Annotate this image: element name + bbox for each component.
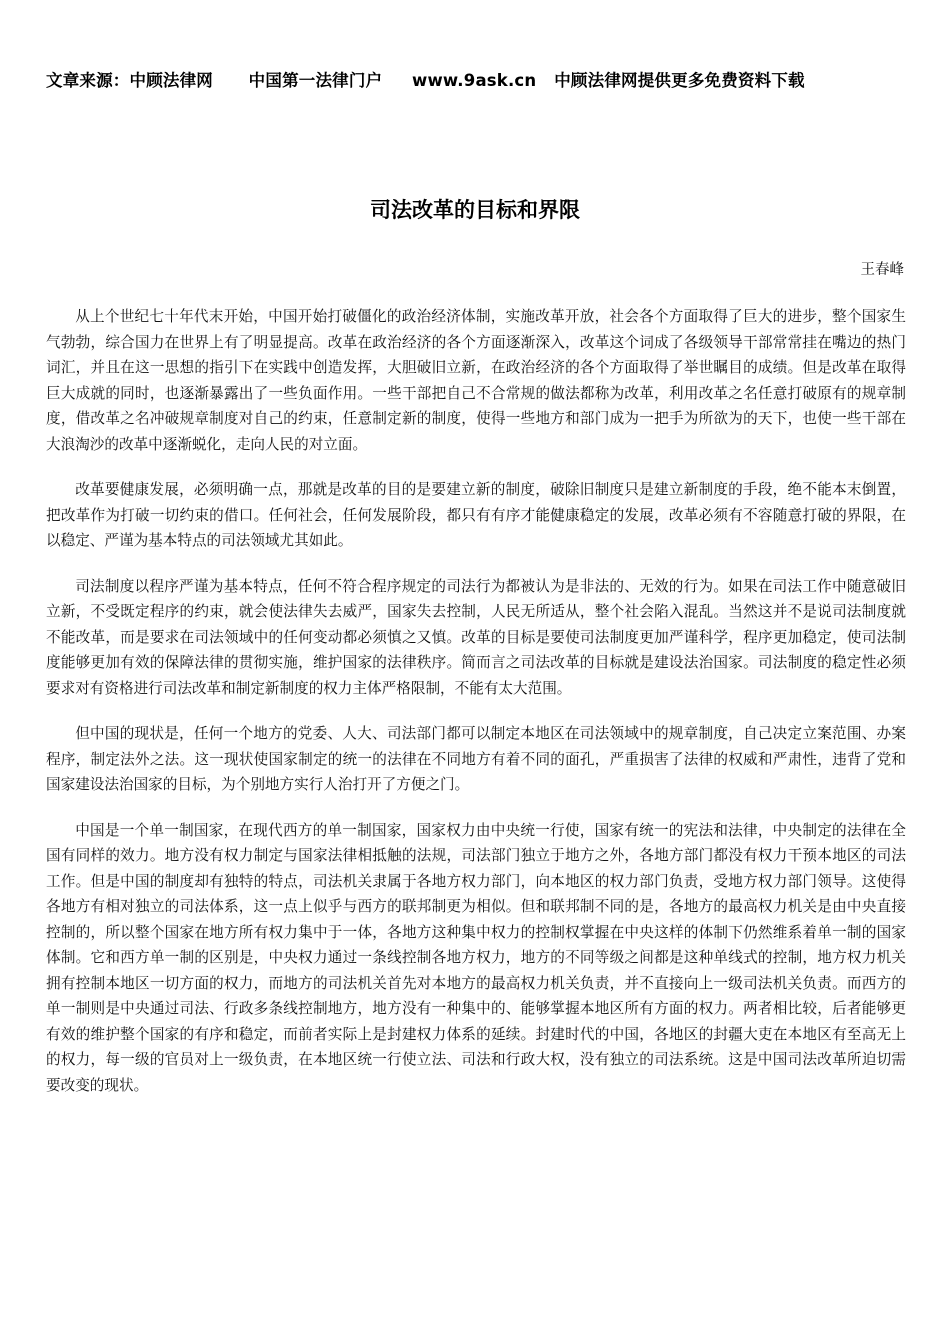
source-header xyxy=(46,67,805,91)
slogan: 中国第一法律门户 xyxy=(248,71,383,90)
paragraph: 改革要健康发展，必须明确一点，那就是改革的目的是要建立新的制度，破除旧制度只是建立新制度的手段，绝不能本末倒置，把改革作为打破一切约束的借口。任何社会，任何发展阶段，都只有有序才能健康稳定的发展，改革必须有不容随意打破的界限，在以稳定、严谨为基本特点的司法领域尤其如此。 xyxy=(46,481,906,549)
site-url[interactable]: www.9ask.cn xyxy=(412,71,537,90)
article-body xyxy=(46,304,906,1118)
paragraph: 中国是一个单一制国家，在现代西方的单一制国家，国家权力由中央统一行使，国家有统一的宪法和法律，中央制定的法律在全国有同样的效力。地方没有权力制定与国家法律相抵触的法规，司法部门独立于地方之外，各地方部门都没有权力干预本地区的司法工作。但是中国的制度却有独特的特点，司法机关隶属于各地方权力部门，向本地区的权力部门负责，受地方权力部门领导。这使得各地方有相对独立的司法体系，这一点上似乎与西方的联邦制更为相似。但和联邦制不同的是，各地方的最高权力机关是由中央直接控制的，所以整个国家在地方所有权力集中于一体，各地方这种集中权力的控制权掌握在中央这样的体制下仍然维系着单一制的国家体制。它和西方单一制的区别是，中央权力通过一条线控制各地方权力，地方的不同等级之间都是这种单线式的控制，地方权力机关拥有控制本地区一切方面的权力，而地方的司法机关首先对本地方的最高权力机关负责，并不直接向上一级司法机关负责。而西方的单一制则是中央通过司法、行政多条线控制地方，地方没有一种集中的、能够掌握本地区所有方面的权力。两者相比较，后者能够更有效的维护整个国家的有序和稳定，而前者实际上是封建权力体系的延续。封建时代的中国，各地区的封疆大吏在本地区有至高无上的权力，每一级的官员对上一级负责，在本地区统一行使立法、司法和行政大权，没有独立的司法系统。这是中国司法改革所迫切需要改变的现状。 xyxy=(46,821,906,1094)
article-author: 王春峰 xyxy=(860,262,904,278)
promo-text: 中顾法律网提供更多免费资料下载 xyxy=(554,71,805,90)
paragraph: 从上个世纪七十年代末开始，中国开始打破僵化的政治经济体制，实施改革开放，社会各个方面取得了巨大的进步，整个国家生气勃勃，综合国力在世界上有了明显提高。改革在政治经济的各个方面逐渐深入，改革这个词成了各级领导干部常常挂在嘴边的热门词汇，并且在这一思想的指引下在实践中创造发挥，大胆破旧立新，在政治经济的各个方面取得了举世瞩目的成绩。但是改革在取得巨大成就的同时，也逐渐暴露出了一些负面作用。一些干部把自己不合常规的做法都称为改革，利用改革之名任意打破原有的规章制度，借改革之名冲破规章制度对自己的约束，任意制定新的制度，使得一些地方和部门成为一把手为所欲为的天下，也使一些干部在大浪淘沙的改革中逐渐蜕化，走向人民的对立面。 xyxy=(46,308,906,453)
article-title: 司法改革的目标和界限 xyxy=(370,198,580,222)
paragraph: 但中国的现状是，任何一个地方的党委、人大、司法部门都可以制定本地区在司法领域中的规章制度，自己决定立案范围、办案程序，制定法外之法。这一现状使国家制定的统一的法律在不同地方有着不同的面孔，严重损害了法律的权威和严肃性，违背了党和国家建设法治国家的目标，为个别地方实行人治打开了方便之门。 xyxy=(46,725,906,793)
source-label: 文章来源：中顾法律网 xyxy=(46,71,213,90)
paragraph: 司法制度以程序严谨为基本特点，任何不符合程序规定的司法行为都被认为是非法的、无效的行为。如果在司法工作中随意破旧立新，不受既定程序的约束，就会使法律失去威严，国家失去控制，人民无所适从，整个社会陷入混乱。当然这并不是说司法制度就不能改革，而是要求在司法领域中的任何变动都必须慎之又慎。改革的目标是要使司法制度更加严谨科学，程序更加稳定，使司法制度能够更加有效的保障法律的贯彻实施，维护国家的法律秩序。简而言之司法改革的目标就是建设法治国家。司法制度的稳定性必须要求对有资格进行司法改革和制定新制度的权力主体严格限制，不能有太大范围。 xyxy=(46,577,906,697)
